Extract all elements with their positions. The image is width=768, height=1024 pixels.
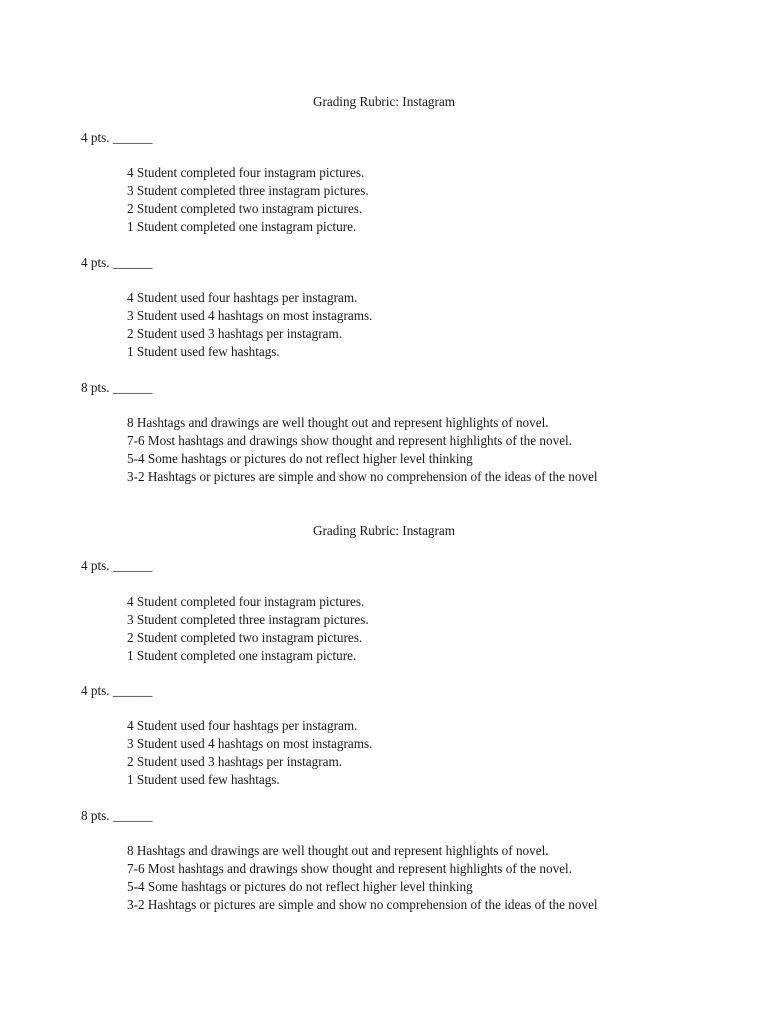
- criterion-item: 3 Student completed three instagram pictures.: [127, 612, 369, 627]
- criteria-list: [127, 593, 369, 665]
- criterion-item: 7-6 Most hashtags and drawings show thought and represent highlights of the novel.: [127, 861, 573, 876]
- criterion-item: 4 Student used four hashtags per instagram.: [127, 718, 358, 733]
- section-header-points: 4 pts. ______: [81, 255, 153, 270]
- criterion-item: 3 Student completed three instagram pictures.: [127, 183, 369, 198]
- section-header-points: 8 pts. ______: [81, 380, 153, 395]
- section-header-points: 4 pts. ______: [81, 683, 153, 698]
- criterion-item: 2 Student completed two instagram pictures.: [127, 630, 363, 645]
- criteria-list: [127, 842, 598, 914]
- criteria-list: [127, 717, 372, 789]
- criterion-item: 2 Student used 3 hashtags per instagram.: [127, 754, 342, 769]
- section-header-points: 8 pts. ______: [81, 808, 153, 823]
- criterion-item: 5-4 Some hashtags or pictures do not reflect higher level thinking: [127, 451, 473, 466]
- criterion-item: 3 Student used 4 hashtags on most instagrams.: [127, 736, 373, 751]
- criterion-item: 5-4 Some hashtags or pictures do not reflect higher level thinking: [127, 879, 473, 894]
- criterion-item: 2 Student completed two instagram pictures.: [127, 201, 363, 216]
- criterion-item: 8 Hashtags and drawings are well thought out and represent highlights of novel.: [127, 843, 549, 858]
- rubric-title: Grading Rubric: Instagram: [312, 94, 456, 109]
- criteria-list: [127, 164, 369, 236]
- criterion-item: 4 Student completed four instagram pictures.: [127, 594, 365, 609]
- criteria-list: [127, 289, 372, 361]
- criterion-item: 3-2 Hashtags or pictures are simple and show no comprehension of the ideas of the novel: [127, 469, 598, 484]
- rubric-title: Grading Rubric: Instagram: [312, 523, 456, 538]
- criterion-item: 1 Student used few hashtags.: [127, 344, 280, 359]
- criterion-item: 1 Student completed one instagram picture.: [127, 219, 357, 234]
- criterion-item: 7-6 Most hashtags and drawings show thought and represent highlights of the novel.: [127, 433, 573, 448]
- criterion-item: 2 Student used 3 hashtags per instagram.: [127, 326, 342, 341]
- criterion-item: 3 Student used 4 hashtags on most instagrams.: [127, 308, 373, 323]
- criteria-list: [127, 414, 598, 486]
- criterion-item: 1 Student completed one instagram picture.: [127, 648, 357, 663]
- criterion-item: 3-2 Hashtags or pictures are simple and show no comprehension of the ideas of the novel: [127, 897, 598, 912]
- criterion-item: 1 Student used few hashtags.: [127, 772, 280, 787]
- section-header-points: 4 pts. ______: [81, 130, 153, 145]
- section-header-points: 4 pts. ______: [81, 558, 153, 573]
- criterion-item: 8 Hashtags and drawings are well thought out and represent highlights of novel.: [127, 415, 549, 430]
- criterion-item: 4 Student completed four instagram pictures.: [127, 165, 365, 180]
- criterion-item: 4 Student used four hashtags per instagram.: [127, 290, 358, 305]
